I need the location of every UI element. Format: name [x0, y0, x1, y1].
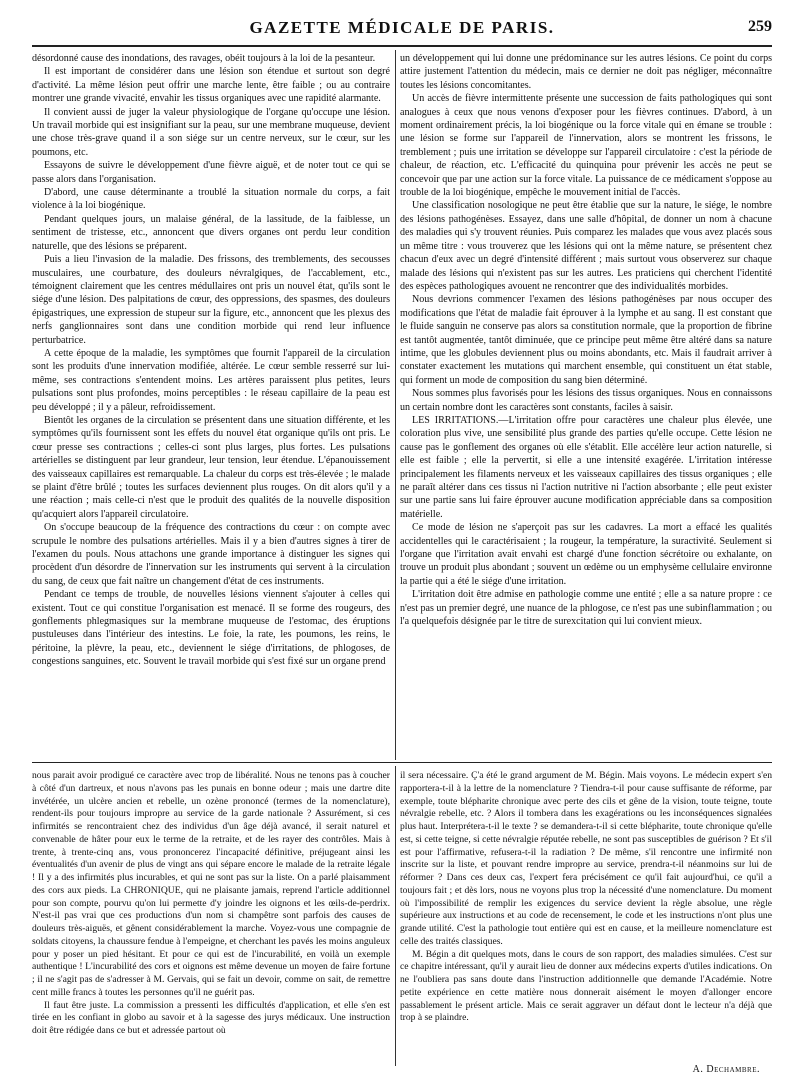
paragraph: M. Bégin a dit quelques mots, dans le cours de son rapport, des maladies simulées. C'est sur ce chapitre intéressant, qu'il y aurait lieu de donner aux médecins experts d'utiles indications. On ne l'oubliera pas sans doute dans l'instruction additionnelle que demande l'Académie. Notre petite expérience en cette matière nous donnerait aisément le moyen d'allonger encore passablement le présent article. Mais ce serait aggraver un défaut dont le lecteur n'a déjà que trop à se plaindre. [400, 948, 772, 1024]
header-rule [32, 45, 772, 47]
paragraph: il sera nécessaire. Ç'a été le grand argument de M. Bégin. Mais voyons. Le médecin expert s'en rapportera-t-il à la lettre de la nomenclature ? Tiendra-t-il pour cause suffisante de réforme, par exemple, toute blépharite chronique avec perte des cils et gêne de la vision, toute teigne, toute névralgie rebelle, etc. ? Alors il tombera dans les exagérations ou les inconséquences signalées plus haut. Interprétera-t-il le texte ? se demandera-t-il si cette blépharite, toute chronique qu'elle est, si cette teigne, si cette névralgie réputée rebelle, ne sont pas susceptibles de guérison ? Et s'il est pour l'affirmative, refusera-t-il la radiation ? De même, s'il rencontre une infirmité non inscrite sur la liste, et pouvant rendre impropre au service, prendra-t-il néanmoins sur lui de réformer ? Dans ces deux cas, l'expert fera précisément ce qu'il fait aujourd'hui, ce qu'il a toujours fait ; et dès lors, nous ne voyons plus trop la nécessité d'une nomenclature. Du moment où l'impossibilité de remplir les exigences du service devient la règle absolue, une règle supérieure aux instructions et au code de recensement, le code et les instructions n'ont plus une grande utilité. C'est la pathologie tout entière qui est en cause, et la meilleure nomenclature est celle des traités classiques. [400, 770, 772, 947]
column-divider [395, 50, 396, 760]
paragraph: Il convient aussi de juger la valeur physiologique de l'organe qu'occupe une lésion. Un travail morbide qui est insignifiant sur la peau, sur une membrane muqueuse, devient une chose très-grave quand il a son siége sur un centre nerveux, sur le cœur, sur les poumons, etc. [32, 106, 390, 158]
author-signature: A. Dechambre. [692, 1064, 760, 1075]
page-number: 259 [748, 18, 772, 35]
paragraph: Il est important de considérer dans une lésion son étendue et surtout son degré d'activité. La même lésion peut offrir une marche lente, être faible ; ou au contraire montrer une grande vivacité, envahir les tissus organiques avec une rapidité alarmante. [32, 66, 390, 105]
column-divider [395, 766, 396, 1066]
paragraph: Un accès de fièvre intermittente présente une succession de faits pathologiques qui sont analogues à ceux que nous venons d'exposer pour les fièvres continues. D'abord, à un moment ordinairement précis, la loi biogénique ou la force vitale qui en émane se trouble : une lésion se forme sur l'appareil de l'innervation, alors se montrent les frissons, le tremblement ; puis une irritation se développe sur l'appareil circulatoire : c'est la période de chaleur, de réaction, etc. L'efficacité du quinquina pour prévenir les accès ne peut se concevoir que par une action sur la force vitale. La puissance de ce médicament s'oppose au trouble de la loi biogénique, empêche le mouvement initial de l'accès. [400, 93, 772, 199]
lower-left-column [32, 770, 390, 1062]
paragraph: Bientôt les organes de la circulation se présentent dans une situation différente, et les symptômes qu'ils fournissent sont les effets du nouvel état organique qu'ils ont pris. Le cœur presse ses contractions ; celles-ci sont plus larges, plus fortes. Les pulsations artérielles se distinguent par leur grandeur, leur tension, leur étendue. L'épanouissement des vaisseaux capillaires est remarquable. La chaleur du corps est très-élevée ; le malade se plaint d'être brûlé ; toutes les surfaces deviennent plus rouges. On dit alors qu'il y a une réaction ; mais celle-ci n'est que le produit des qualités de la nouvelle disposition qu'acquiert alors l'appareil circulatoire. [32, 414, 390, 520]
lower-right-column [400, 770, 772, 1062]
paragraph: Essayons de suivre le développement d'une fièvre aiguë, et de noter tout ce qui se passe alors dans l'organisation. [32, 160, 390, 185]
paragraph: L'irritation doit être admise en pathologie comme une entité ; elle a sa nature propre : ce n'est pas un premier degré, une nuance de la phlogose, ce n'est pas une subinflammation ; ou l'a quelquefois désignée par le titre de surexcitation qui lui convient mieux. [400, 589, 772, 628]
paragraph: A cette époque de la maladie, les symptômes que fournit l'appareil de la circulation sont les produits d'une innervation modifiée, altérée. Le cœur semble resserré sur lui-même, ses contractions s'entendent moins. Les artères paraissent plus petites, leurs pulsations sont plus profondes, moins perceptibles : le réseau capillaire de la peau est peu développé ; il y a pâleur, refroidissement. [32, 347, 390, 413]
paragraph: Il faut être juste. La commission a pressenti les difficultés d'application, et elle s'en est tirée en les confiant in globo au savoir et à la sagesse des jurys médicaux. Une instruction doit être rédigée dans ce but et adressée partout où [32, 999, 390, 1036]
paragraph: Pendant quelques jours, un malaise général, de la lassitude, de la faiblesse, un sentiment de tristesse, etc., annoncent que divers organes ont perdu leur condition naturelle, que des lésions se préparent. [32, 213, 390, 252]
paragraph: On s'occupe beaucoup de la fréquence des contractions du cœur : on compte avec scrupule le nombre des pulsations artérielles. Mais il y a bien d'autres signes à tirer de l'examen du pouls. Nous attachons une grande importance à distinguer les signes qui procèdent d'un désordre de l'innervation sur les instruments qui servent à la circulation du sang, de ceux que fait naître un changement d'état de ces instruments. [32, 522, 390, 587]
paragraph: LES IRRITATIONS.—L'irritation offre pour caractères une chaleur plus élevée, une coloration plus vive, une sensibilité plus grande des parties qu'elle occupe. Cette lésion ne cause pas le gonflement des organes où elle s'établit. Elle accélère leur action naturelle, si elle est faible ; elle la pervertit, si elle a une intensité exagérée. L'irritation intéresse principalement les filaments nerveux et les vaisseaux capillaires des tissus organiques ; elle ne paraît altérer dans ces tissus ni l'action nutritive ni l'action absorbante ; elle peut exister sur une partie sans lui faire éprouver aucune modification appréciable dans sa composition matérielle. [400, 414, 772, 520]
paragraph: désordonné cause des inondations, des ravages, obéit toujours à la loi de la pesanteur. [32, 53, 376, 64]
upper-right-column [400, 52, 772, 757]
page-header [32, 18, 772, 44]
paragraph: Puis a lieu l'invasion de la maladie. Des frissons, des tremblements, des secousses musculaires, une courbature, des douleurs névralgiques, de l'accablement, etc., témoignent clairement que les centres médullaires ont pris un nouvel état, qu'ils sont le siége d'une lésion. Des palpitations de cœur, des oppressions, des spasmes, des douleurs épigastriques, une expression de stupeur sur la figure, etc., annoncent que les plexus des nerfs ganglionnaires sont dans une condition morbide qui rend leur influence perturbatrice. [32, 254, 390, 346]
journal-title: GAZETTE MÉDICALE DE PARIS. [249, 18, 555, 37]
paragraph: Ce mode de lésion ne s'aperçoit pas sur les cadavres. La mort a effacé les qualités accidentelles qui le caractérisaient ; la rougeur, la température, la suractivité. Seulement si l'organe que l'irritation avait envahi est chargé d'une fonction sécrétoire ou exhalante, on trouve un produit plus abondant ; souvent un œdème ou un emphysème cellulaire environne la partie qui a été le siége d'une irritation. [400, 522, 772, 587]
paragraph: D'abord, une cause déterminante a troublé la situation normale du corps, a fait violence à la loi biogénique. [32, 187, 390, 212]
paragraph: nous parait avoir prodigué ce caractère avec trop de libéralité. Nous ne tenons pas à coucher à côté d'un dartreux, et nous n'avons pas les punais en bonne odeur ; mais une dartre dite invétérée, un ulcère ancien et rebelle, un ozène prononcé (termes de la nomenclature), rendent-ils pour toujours impropre au service de la garde nationale ? Assurément, si ces infirmités se rencontraient chez des individus d'un âge déjà avancé, il serait naturel et convenable de hâter pour eux le terme de la retraite, et de les rayer des contrôles. Mais à trente, à trente-cinq ans, vous prononcerez l'incapacité définitive, préjugeant ainsi les éventualités d'un avenir de plus de vingt ans qui sépare encore le malade de la retraite légale ! Il y a des infirmités plus incurables, et qui ne sont pas sur la liste. On a parlé plaisamment des cors aux pieds. La CHRONIQUE, qui ne plaisante jamais, reprend l'article additionnel pour son compte, pourvu qu'on lui permette d'y joindre les oignons et les œils-de-perdrix. N'est-il pas vrai que ces productions d'un nom si champêtre sont parfois des causes de douleurs très-aiguës, et gênent considérablement la marche. Voyez-vous une compagnie de soldats citoyens, la chaussure fendue à l'empeigne, et cherchant les pavés les moins anguleux pour y poser un pied hésitant. Et pour ce qui est de l'incurabilité, en voilà un exemple authentique ! L'incurabilité des cors et oignons est même devenue un moyen de faire fortune ; il ne s'agit pas de s'adresser à M. Gervais, qui se fait un devoir, comme on sait, de remettre cent mille francs à toutes les personnes qu'il ne guérit pas. [32, 770, 390, 998]
section-rule [32, 762, 772, 763]
paragraph: Une classification nosologique ne peut être établie que sur la nature, le siége, le nombre des lésions pathogénèses. Essayez, dans une salle d'hôpital, de donner un nom à chacune des maladies qui s'y trouvent réunies. Puis comparez les malades que vous avez placés sous un même titre : vous trouverez que les lésions qui ont la même nature, se présentent chez chacun d'eux avec un degré d'intensité différent ; mais surtout vous observerez sur chaque malade des lésions qui n'existent pas sur les autres. Les praticiens qui cherchent l'identité des espèces pathologiques avouent ne rencontrer que des individualités morbides. [400, 200, 772, 292]
upper-left-column [32, 52, 390, 757]
paragraph: un développement qui lui donne une prédominance sur les autres lésions. Ce point du corps attire justement l'attention du médecin, mais ce dernier ne doit pas négliger, méconnaître toutes les lésions concomitantes. [400, 53, 772, 91]
paragraph: Nous devrions commencer l'examen des lésions pathogénèses par nous occuper des modifications que l'état de maladie fait éprouver à la lymphe et au sang. Il est constant que le fluide sanguin ne conserve pas alors sa constitution normale, que la proportion de fibrine est tantôt augmentée, tantôt diminuée, que ce principe peut même être altéré dans sa nature intime, que les globules deviennent plus ou moins abondants, etc. Mais il faudrait arriver à constater exactement les mutations qui marchent ensemble, qui constituent un état stable, qui forment un mode de composition du sang bien déterminé. [400, 294, 772, 386]
paragraph: Pendant ce temps de trouble, de nouvelles lésions viennent s'ajouter à celles qui existent. Tout ce qui constitue l'organisation est menacé. Il se forme des rougeurs, des gonflements phlegmasiques sur la membrane muqueuse de l'estomac, des éruptions pustuleuses dans l'intérieur des intestins. Le foie, la rate, les poumons, les reins, le péritoine, la plèvre, la peau, etc., deviennent le siége d'irritations, de phlogoses, de congestions sanguines, etc. Souvent le travail morbide qui s'est fixé sur un organe prend [32, 589, 390, 668]
paragraph: Nous sommes plus favorisés pour les lésions des tissus organiques. Nous en connaissons un certain nombre dont les caractères sont constants, faciles à saisir. [400, 388, 772, 413]
